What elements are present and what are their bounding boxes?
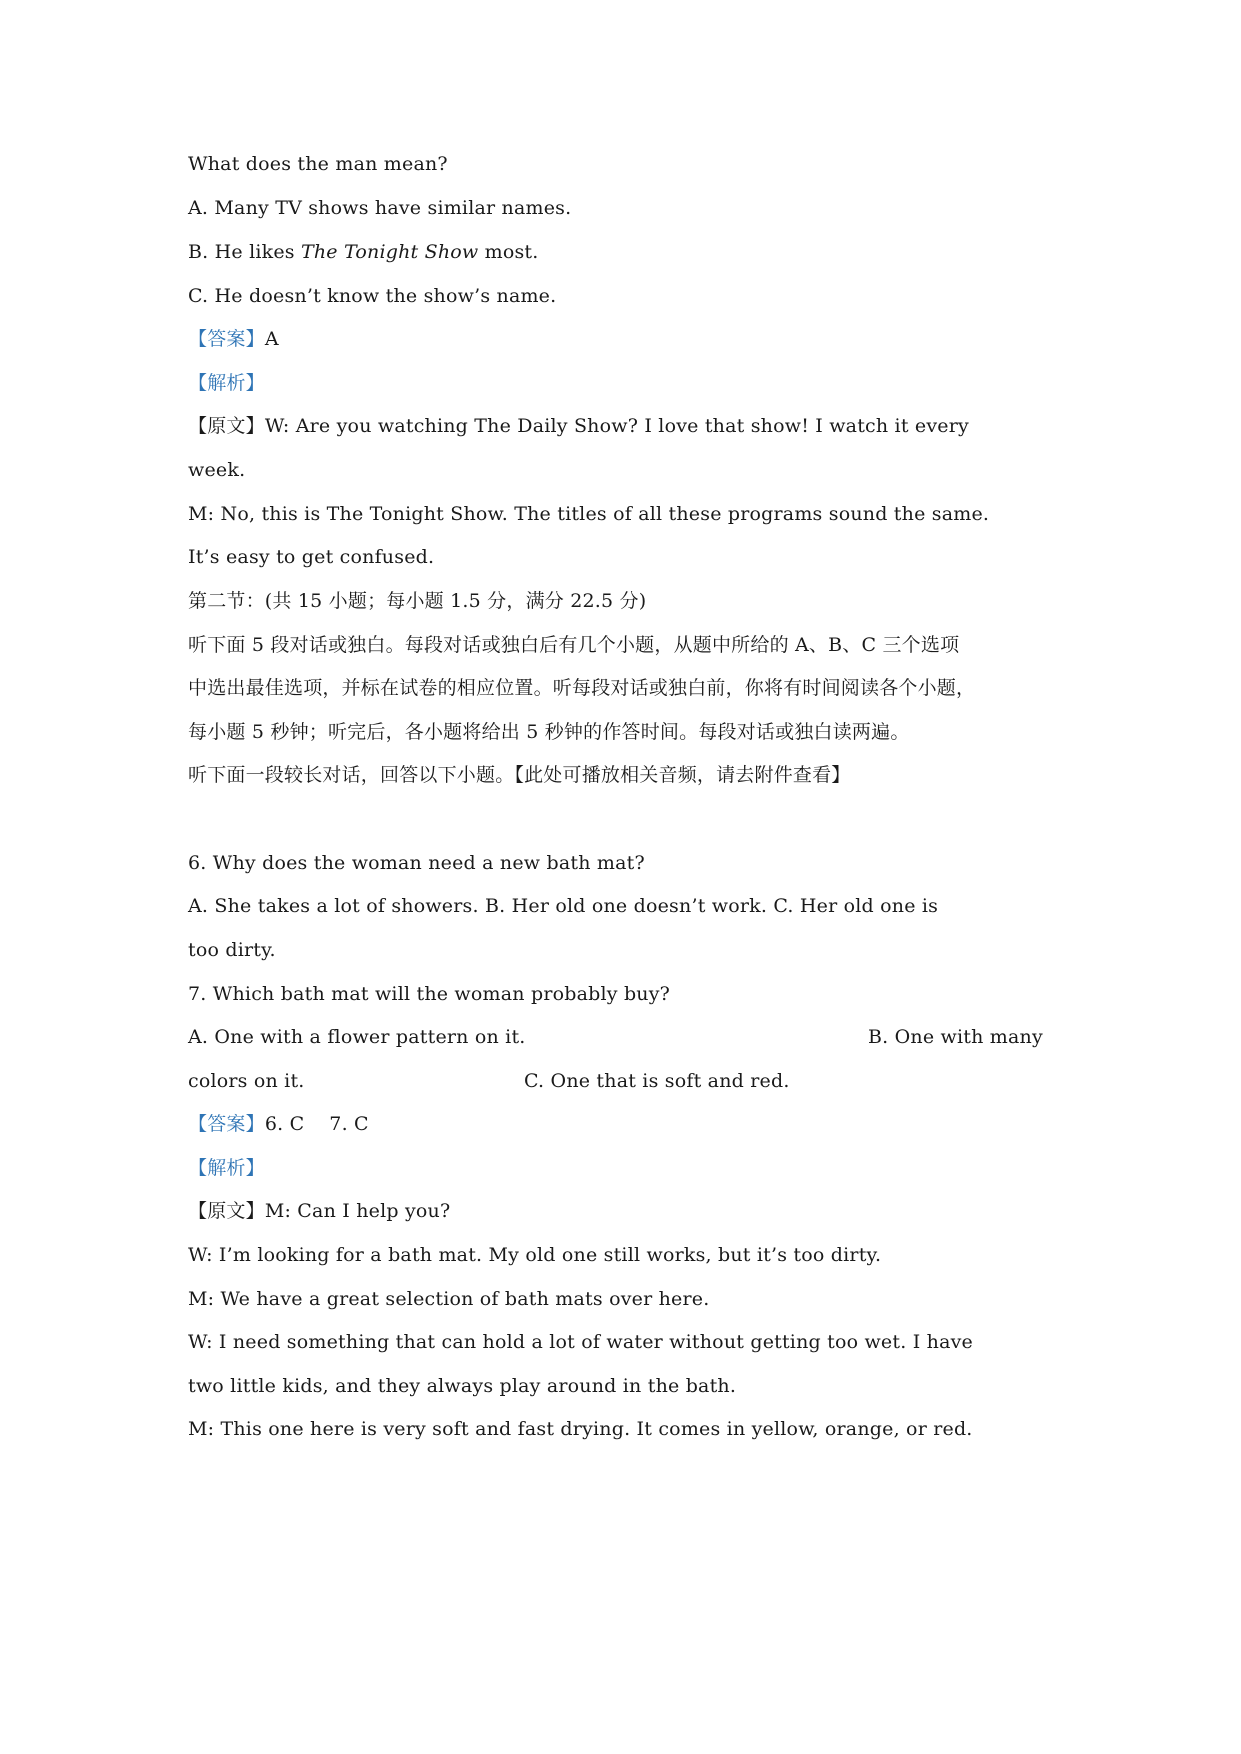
answer-value: 6. C 7. C (264, 1113, 369, 1135)
analysis-tag: 【解析】 (188, 372, 265, 394)
q5-option-b (188, 240, 539, 264)
q7-option-c: C. One that is soft and red. (524, 1070, 790, 1092)
section2-instructions-1: 听下面 5 段对话或独白。每段对话或独白后有几个小题，从题中所给的 A、B、C 三个选项 (188, 634, 960, 656)
q5-option-b-suffix: most. (478, 241, 539, 263)
section2-instructions-2: 中选出最佳选项，并标在试卷的相应位置。听每段对话或独白前，你将有时间阅读各个小题， (188, 677, 976, 699)
section2-instructions-3: 每小题 5 秒钟；听完后，各小题将给出 5 秒钟的作答时间。每段对话或独白读两遍。 (188, 721, 910, 743)
q6-7-transcript-line-4: W: I need something that can hold a lot of water without getting too wet. I have (188, 1331, 973, 1353)
q7-option-b-cont: colors on it. (188, 1070, 305, 1092)
q6-7-transcript-line-2: W: I’m looking for a bath mat. My old one still works, but it’s too dirty. (188, 1244, 882, 1266)
q5-option-b-title: The Tonight Show (301, 241, 479, 263)
transcript-text: W: Are you watching The Daily Show? I love that show! I watch it every (264, 415, 969, 437)
q7-options-line-2 (188, 1069, 1068, 1093)
q5-transcript-line-3: M: No, this is The Tonight Show. The titles of all these programs sound the same. (188, 503, 990, 525)
answer-tag: 【答案】 (188, 328, 265, 350)
q6-options-line-2: too dirty. (188, 939, 276, 961)
answer-tag: 【答案】 (188, 1113, 265, 1135)
section2-heading: 第二节：(共 15 小题；每小题 1.5 分，满分 22.5 分) (188, 590, 647, 612)
q6-7-answer (188, 1112, 369, 1136)
section2-prompt (188, 763, 851, 787)
transcript-tag: 【原文】 (188, 415, 265, 437)
q6-options-line-1: A. She takes a lot of showers. B. Her old one doesn’t work. C. Her old one is (188, 895, 939, 917)
q6-7-analysis (188, 1156, 265, 1180)
q5-option-b-prefix: B. He likes (188, 241, 301, 263)
q5-transcript-line-1 (188, 414, 969, 438)
q6-7-transcript-line-5: two little kids, and they always play around in the bath. (188, 1375, 737, 1397)
q5-transcript-line-2: week. (188, 459, 246, 481)
transcript-tag: 【原文】 (188, 1200, 265, 1222)
q6-7-transcript-line-1 (188, 1199, 450, 1223)
q5-question: What does the man mean? (188, 153, 448, 175)
q6-7-transcript-line-3: M: We have a great selection of bath mats over here. (188, 1288, 710, 1310)
q7-question: 7. Which bath mat will the woman probably buy? (188, 983, 671, 1005)
audio-note: 【此处可播放相关音频，请去附件查看】 (514, 764, 851, 786)
analysis-tag: 【解析】 (188, 1157, 265, 1179)
q6-7-transcript-line-6: M: This one here is very soft and fast drying. It comes in yellow, orange, or red. (188, 1418, 973, 1440)
q7-options-line-1 (188, 1025, 1068, 1049)
transcript-text: M: Can I help you? (264, 1200, 451, 1222)
prompt-text: 听下面一段较长对话，回答以下小题。 (188, 764, 515, 786)
q6-question: 6. Why does the woman need a new bath mat? (188, 852, 645, 874)
answer-value: A (264, 328, 279, 350)
q5-analysis (188, 371, 265, 395)
q7-option-a: A. One with a flower pattern on it. (188, 1026, 526, 1048)
q5-transcript-line-4: It’s easy to get confused. (188, 546, 435, 568)
q5-option-a: A. Many TV shows have similar names. (188, 197, 572, 219)
q5-option-c: C. He doesn’t know the show’s name. (188, 285, 557, 307)
q7-option-b: B. One with many (868, 1026, 1043, 1048)
q5-answer (188, 327, 279, 351)
